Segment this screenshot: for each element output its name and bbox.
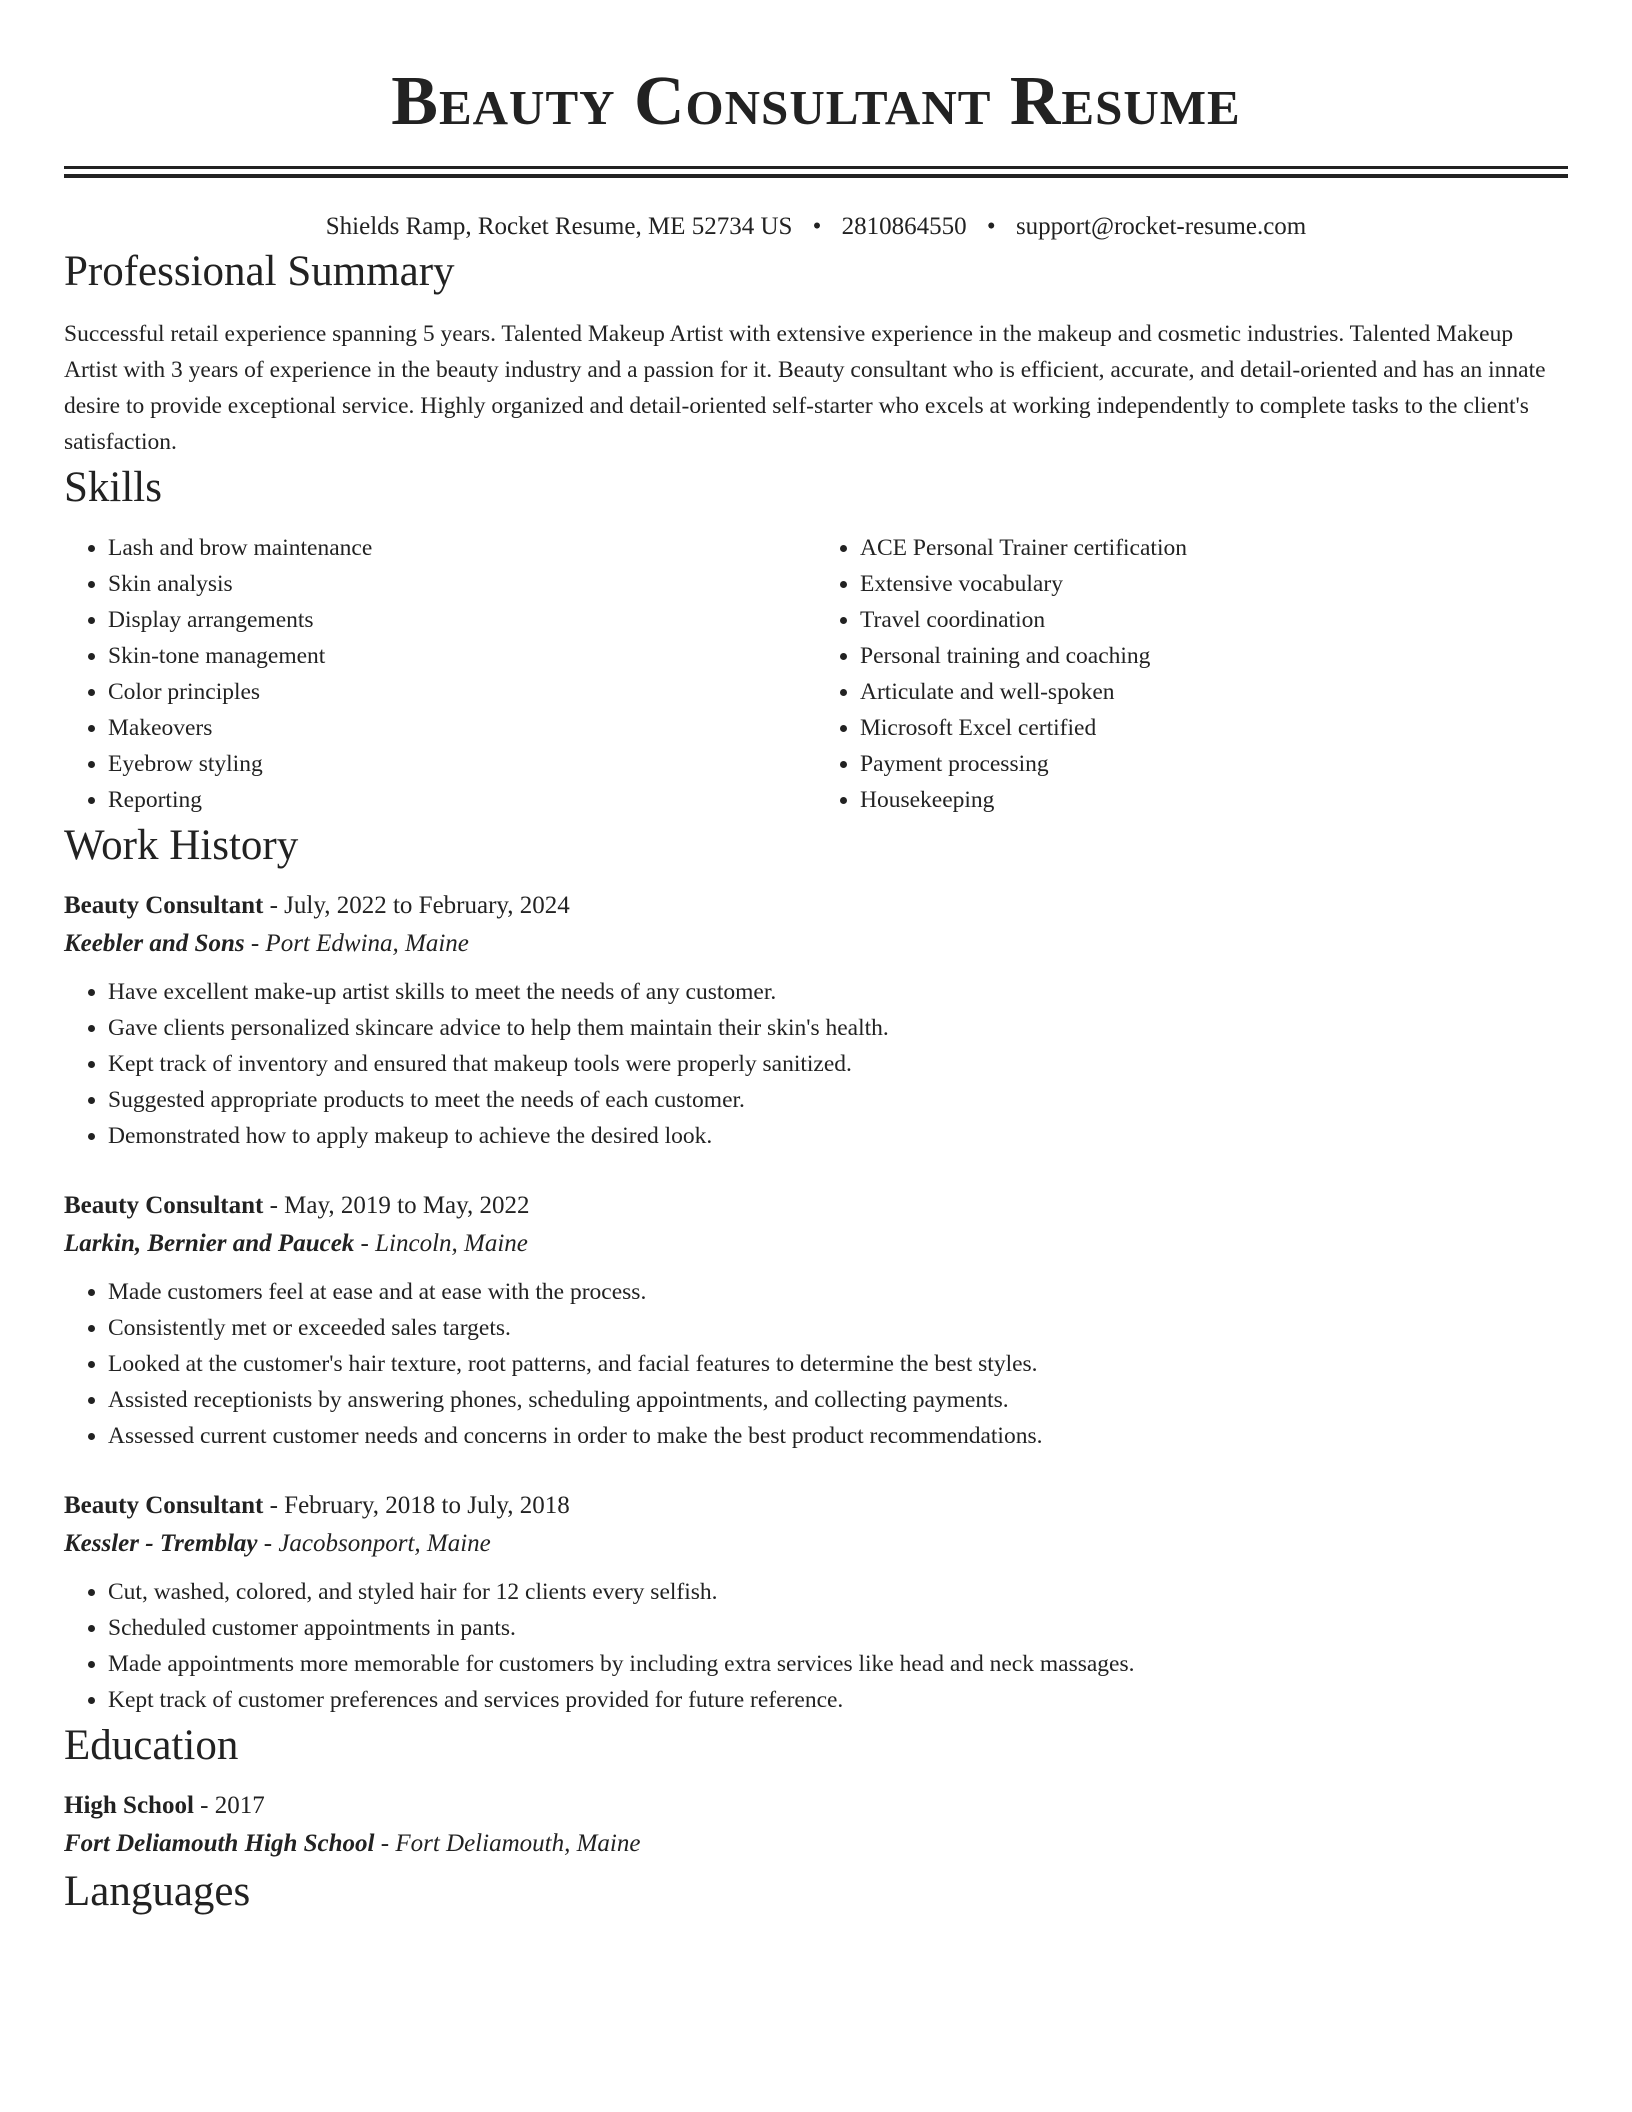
skill-item: • Lash and brow maintenance — [108, 530, 816, 566]
job-role-line — [64, 1488, 1568, 1524]
contact-line — [64, 210, 1568, 244]
job-entry — [64, 1488, 1568, 1718]
job-bullets — [64, 1274, 1568, 1454]
job-dash: - — [244, 930, 266, 957]
education-dash: - — [374, 1830, 396, 1857]
job-bullet: • Made appointments more memorable for customers by including extra services like head and neck massages. — [108, 1646, 1568, 1682]
contact-separator: • — [812, 213, 822, 240]
skill-item: • Microsoft Excel certified — [860, 710, 1568, 746]
skill-item: • Eyebrow styling — [108, 746, 816, 782]
skill-item: • Skin-tone management — [108, 638, 816, 674]
job-dates: July, 2022 to February, 2024 — [284, 892, 570, 919]
skill-item: • Makeovers — [108, 710, 816, 746]
education-degree: High School — [64, 1792, 194, 1819]
job-bullet: • Looked at the customer's hair texture, root patterns, and facial features to determine the best styles. — [108, 1346, 1568, 1382]
job-company-line — [64, 1224, 1568, 1264]
job-location: Port Edwina, Maine — [265, 930, 469, 957]
job-role: Beauty Consultant — [64, 1492, 264, 1519]
job-company-line — [64, 924, 1568, 964]
job-bullet: • Assisted receptionists by answering phones, scheduling appointments, and collecting payments. — [108, 1382, 1568, 1418]
skills-list-right — [816, 530, 1568, 818]
job-location: Lincoln, Maine — [375, 1230, 528, 1257]
skill-item: • Color principles — [108, 674, 816, 710]
skill-item: • Travel coordination — [860, 602, 1568, 638]
education-school-line — [64, 1824, 1568, 1864]
summary-text: Successful retail experience spanning 5 years. Talented Makeup Artist with extensive experience in the makeup and cosmetic industries. Talented Makeup Artist with 3 years of experience in the beauty industry and a passion for it. Beauty consultant who is efficient, accurate, and detail-oriented and has an innate desire to provide exceptional service. Highly organized and detail-oriented self-starter who excels at working independently to complete tasks to the client's satisfaction. — [64, 321, 1546, 455]
job-bullet: • Suggested appropriate products to meet the needs of each customer. — [108, 1082, 1568, 1118]
job-dash: - — [263, 892, 285, 919]
skill-item: • Extensive vocabulary — [860, 566, 1568, 602]
education-entry — [64, 1788, 1568, 1864]
summary-heading: Professional Summary — [64, 248, 455, 295]
job-bullet: • Scheduled customer appointments in pants. — [108, 1610, 1568, 1646]
skills-columns — [64, 530, 1568, 818]
job-role: Beauty Consultant — [64, 892, 264, 919]
title-double-rule — [64, 166, 1568, 178]
education-school: Fort Deliamouth High School — [64, 1830, 375, 1857]
job-entry — [64, 888, 1568, 1154]
job-role-line — [64, 1188, 1568, 1224]
contact-address: Shields Ramp, Rocket Resume, ME 52734 US — [325, 213, 793, 240]
skills-heading: Skills — [64, 464, 162, 511]
job-dash: - — [257, 1530, 279, 1557]
skill-item: • Display arrangements — [108, 602, 816, 638]
job-bullet: • Demonstrated how to apply makeup to achieve the desired look. — [108, 1118, 1568, 1154]
languages-heading: Languages — [64, 1868, 251, 1915]
job-bullets — [64, 1574, 1568, 1718]
job-company: Kessler - Tremblay — [64, 1530, 258, 1557]
job-bullet: • Assessed current customer needs and concerns in order to make the best product recommendations. — [108, 1418, 1568, 1454]
contact-phone: 2810864550 — [841, 213, 967, 240]
job-bullet: • Made customers feel at ease and at ease with the process. — [108, 1274, 1568, 1310]
job-dash: - — [263, 1492, 285, 1519]
skill-item: • ACE Personal Trainer certification — [860, 530, 1568, 566]
job-entry — [64, 1188, 1568, 1454]
job-role-line — [64, 888, 1568, 924]
skill-item: • Skin analysis — [108, 566, 816, 602]
job-company: Larkin, Bernier and Paucek — [64, 1230, 355, 1257]
skill-item: • Articulate and well-spoken — [860, 674, 1568, 710]
skills-list-left — [64, 530, 816, 818]
contact-separator: • — [986, 213, 996, 240]
skill-item: • Personal training and coaching — [860, 638, 1568, 674]
job-role: Beauty Consultant — [64, 1192, 264, 1219]
job-company: Keebler and Sons — [64, 930, 245, 957]
skill-item: • Reporting — [108, 782, 816, 818]
job-bullets — [64, 974, 1568, 1154]
skill-item: • Housekeeping — [860, 782, 1568, 818]
job-bullet: • Gave clients personalized skincare advice to help them maintain their skin's health. — [108, 1010, 1568, 1046]
job-dash: - — [263, 1192, 285, 1219]
page-title: Beauty Consultant Resume — [391, 63, 1241, 140]
skill-item: • Payment processing — [860, 746, 1568, 782]
job-bullet: • Kept track of inventory and ensured that makeup tools were properly sanitized. — [108, 1046, 1568, 1082]
job-bullet: • Consistently met or exceeded sales targets. — [108, 1310, 1568, 1346]
job-dates: May, 2019 to May, 2022 — [284, 1192, 530, 1219]
job-dash: - — [354, 1230, 376, 1257]
education-location: Fort Deliamouth, Maine — [395, 1830, 641, 1857]
contact-email: support@rocket-resume.com — [1015, 213, 1307, 240]
job-location: Jacobsonport, Maine — [278, 1530, 491, 1557]
education-dash: - — [193, 1792, 215, 1819]
job-dates: February, 2018 to July, 2018 — [284, 1492, 570, 1519]
job-bullet: • Have excellent make-up artist skills to meet the needs of any customer. — [108, 974, 1568, 1010]
job-bullet: • Kept track of customer preferences and services provided for future reference. — [108, 1682, 1568, 1718]
job-company-line — [64, 1524, 1568, 1564]
work-history-heading: Work History — [64, 822, 299, 869]
education-year: 2017 — [214, 1792, 265, 1819]
job-bullet: • Cut, washed, colored, and styled hair for 12 clients every selfish. — [108, 1574, 1568, 1610]
education-heading: Education — [64, 1722, 239, 1769]
education-degree-line — [64, 1788, 1568, 1824]
